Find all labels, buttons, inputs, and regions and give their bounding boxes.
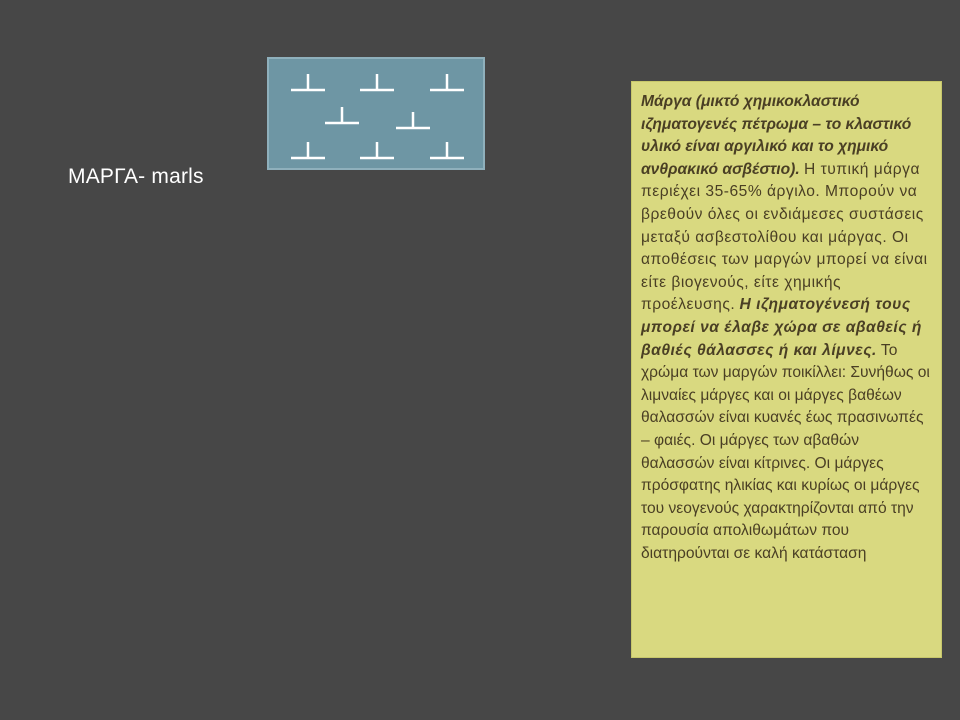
marl-pattern-graphic xyxy=(269,59,483,168)
marl-mark-6 xyxy=(291,142,325,158)
slide-title: ΜΑΡΓΑ- marls xyxy=(68,165,204,188)
marl-lithology-symbol xyxy=(267,57,485,170)
marl-composition: Η τυπική μάργα περιέχει 35-65% άργιλο. Μπορούν να βρεθούν όλες οι ενδιάμεσες συστάσεις μεταξύ ασβεστολίθου και μάργας. Οι αποθέσεις των μαργών μπορεί να είναι είτε βιογενούς, είτε χημικής προέλευσης. xyxy=(641,160,928,314)
marl-mark-8 xyxy=(430,142,464,158)
marl-mark-5 xyxy=(396,112,430,128)
marl-definition: Μάργα (μικτό χημικοκλαστικό ιζηματογενές πέτρωμα – το κλαστικό υλικό είναι αργιλικό και το χημικό ανθρακικό ασβέστιο). xyxy=(641,93,912,178)
marl-color-description: Το χρώμα των μαργών ποικίλλει: Συνήθως οι λιμναίες μάργες και οι μάργες βαθέων θαλασσών είναι κυανές έως πρασινωπές – φαιές. Οι μάργες των αβαθών θαλασσών είναι κίτρινες. Οι μάργες πρόσφατης ηλικίας και κυρίως οι μάργες του νεογενούς χαρακτηρίζονται από την παρουσία απολιθωμάτων που διατηρούνται σε καλή κατάσταση xyxy=(641,341,930,562)
marl-mark-7 xyxy=(360,142,394,158)
marl-mark-4 xyxy=(325,107,359,123)
marl-mark-1 xyxy=(291,74,325,90)
description-panel xyxy=(631,81,942,658)
marl-mark-2 xyxy=(360,74,394,90)
marl-deposition: Η ιζηματογένεσή τους μπορεί να έλαβε χώρα σε αβαθείς ή βαθιές θάλασσες ή και λίμνες. xyxy=(641,296,922,359)
marl-mark-3 xyxy=(430,74,464,90)
